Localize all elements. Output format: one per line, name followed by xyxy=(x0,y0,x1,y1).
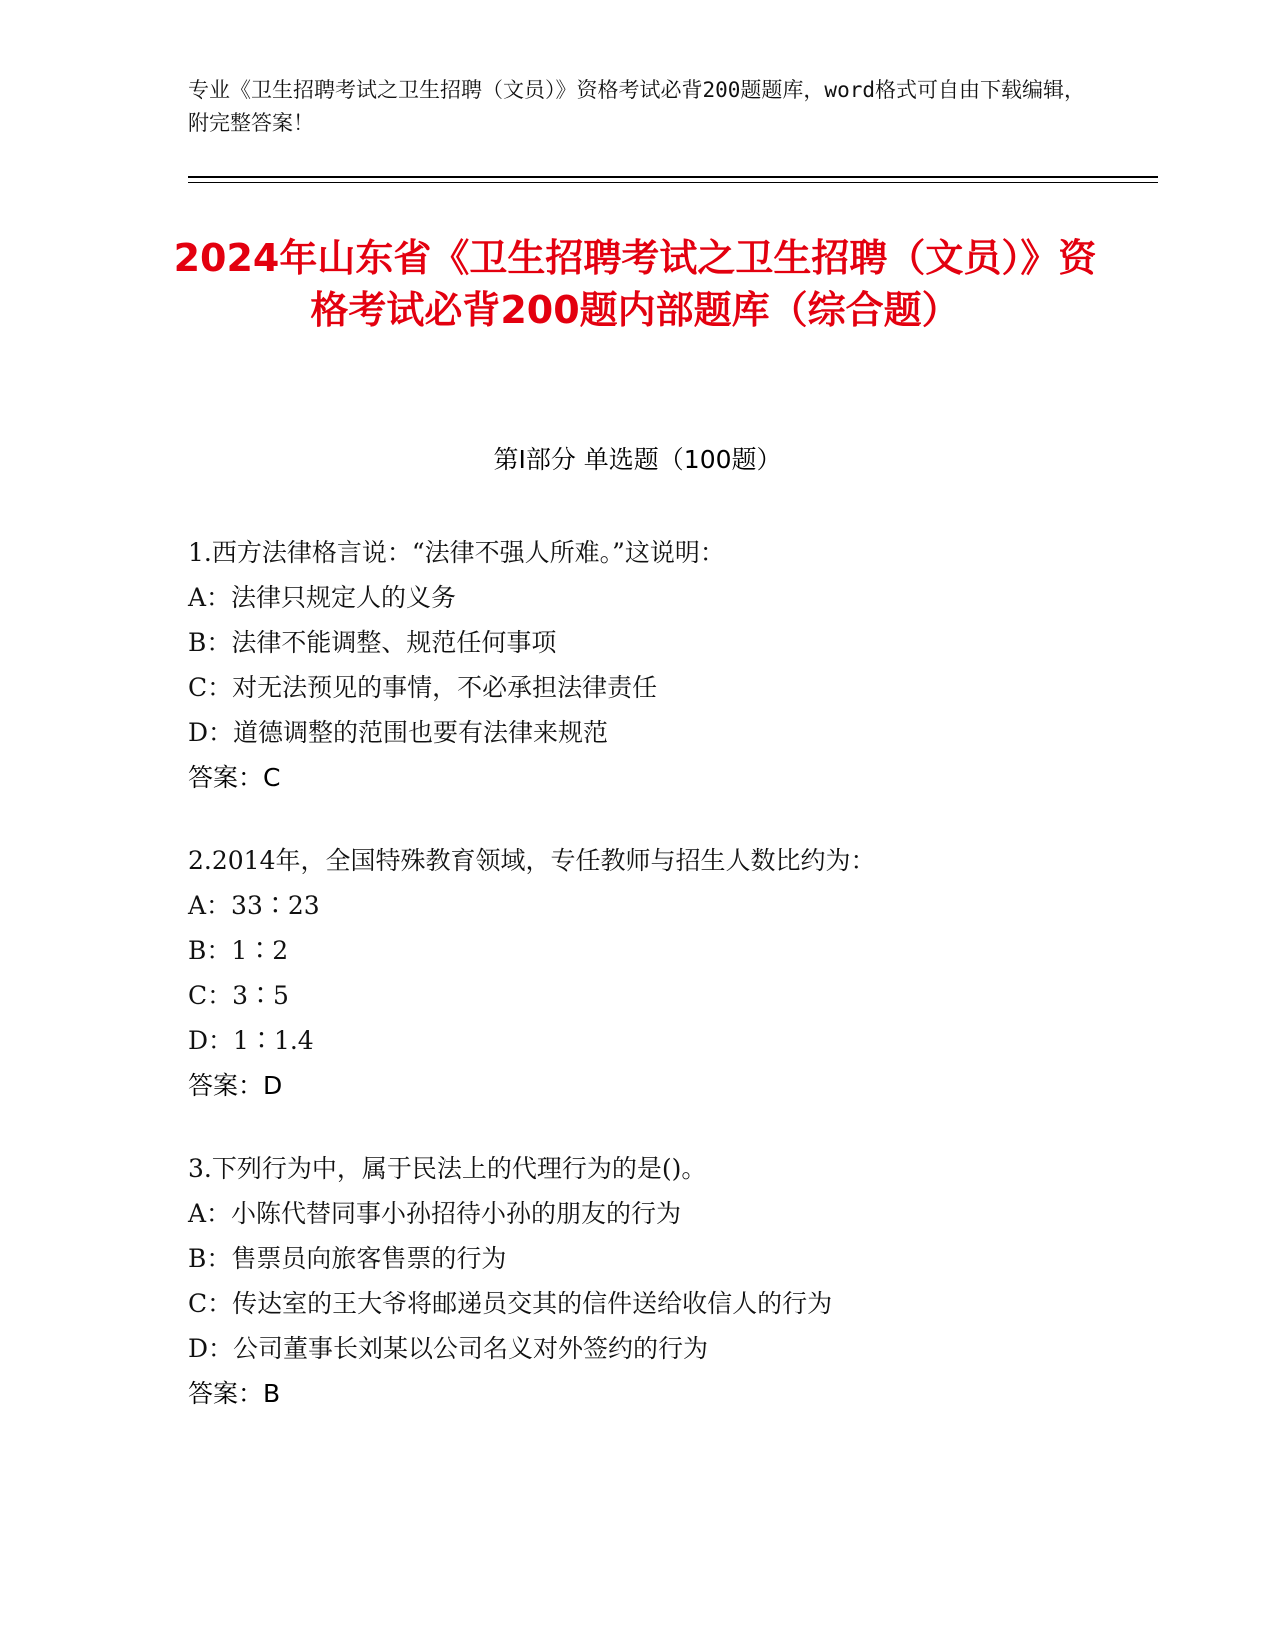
option-c: C：3∶5 xyxy=(188,981,289,1010)
option-b: B：1∶2 xyxy=(188,936,289,965)
answer: 答案：B xyxy=(188,1379,281,1408)
option-a: A：小陈代替同事小孙招待小孙的朋友的行为 xyxy=(188,1199,682,1228)
answer: 答案：D xyxy=(188,1071,283,1100)
option-c: C：传达室的王大爷将邮递员交其的信件送给收信人的行为 xyxy=(188,1289,833,1318)
answer: 答案：C xyxy=(188,763,281,792)
question-1 xyxy=(188,530,1168,800)
option-d: D：1∶1.4 xyxy=(188,1026,314,1055)
question-list xyxy=(188,530,1168,1454)
option-d: D：公司董事长刘某以公司名义对外签约的行为 xyxy=(188,1334,709,1363)
document-title: 2024年山东省《卫生招聘考试之卫生招聘（文员）》资格考试必背200题内部题库（综合题） xyxy=(173,236,1097,332)
option-b: B：法律不能调整、规范任何事项 xyxy=(188,628,557,657)
option-c: C：对无法预见的事情，不必承担法律责任 xyxy=(188,673,658,702)
question-stem: 2.2014年，全国特殊教育领域，专任教师与招生人数比约为： xyxy=(188,846,876,875)
question-stem: 1.西方法律格言说：“法律不强人所难。”这说明： xyxy=(188,538,725,567)
question-3 xyxy=(188,1146,1168,1416)
option-a: A：33∶23 xyxy=(188,891,320,920)
option-d: D：道德调整的范围也要有法律来规范 xyxy=(188,718,609,747)
question-2 xyxy=(188,838,1168,1108)
option-a: A：法律只规定人的义务 xyxy=(188,583,457,612)
option-b: B：售票员向旅客售票的行为 xyxy=(188,1244,507,1273)
header-note: 专业《卫生招聘考试之卫生招聘（文员）》资格考试必背200题题库，word格式可自由下载编辑，附完整答案！ xyxy=(188,78,1085,135)
section-heading: 第I部分 单选题（100题） xyxy=(493,445,782,474)
header-rule-thin xyxy=(188,182,1158,183)
header-rule-thick xyxy=(188,176,1158,178)
question-stem: 3.下列行为中，属于民法上的代理行为的是()。 xyxy=(188,1154,707,1183)
